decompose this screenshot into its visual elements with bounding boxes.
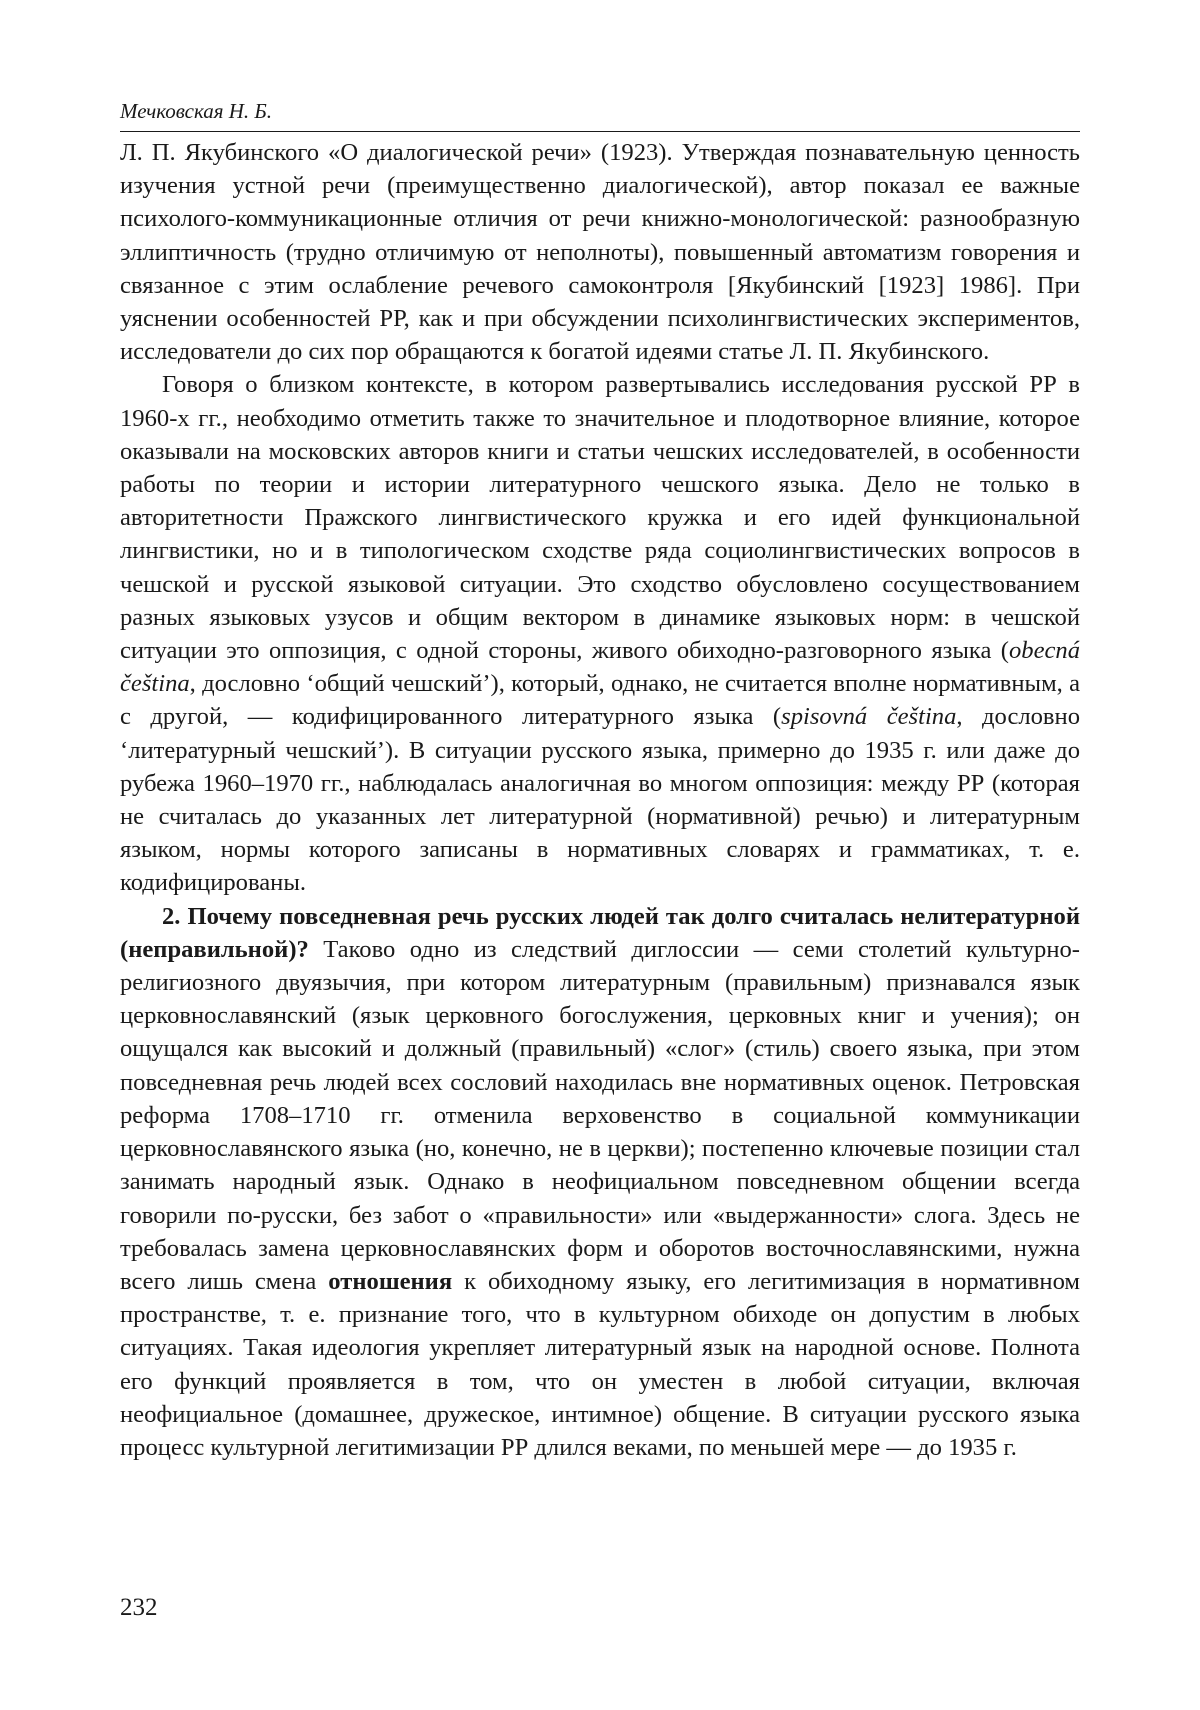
paragraph-3-text-1: Таково одно из следствий диглоссии — семи столетий культурно-религиозного двуязычия, при котором литературным (правильным) признавался язык церковнославянский (язык церковного богослужения, церковных книг и учения); он ощущался как высокий и должный (правильный) «слог» (стиль) своего языка, при этом повседневная речь людей всех сословий находилась вне нормативных оценок. Петровская реформа 1708–1710 гг. отменила верховенство в социальной коммуникации церковнославянского языка (но, конечно, не в церкви); постепенно ключевые позиции стал занимать народный язык. Однако в неофициальном повседневном общении всегда говорили по-русски, без забот о «правильности» или «выдержанности» слога. Здесь не требовалась замена церковнославянских форм и оборотов восточнославянскими, нужна всего лишь смена — [120, 935, 1080, 1295]
page-number: 232 — [120, 1594, 158, 1621]
paragraph-3 — [120, 900, 1080, 1464]
running-head: Мечковская Н. Б. — [120, 96, 1080, 132]
paragraph-2-text-1: Говоря о близком контексте, в котором развертывались исследования русской РР в 1960-х гг., необходимо отметить также то значительное и плодотворное влияние, которое оказывали на московских авторов книги и статьи чешских исследователей, в особенности работы по теории и истории литературного чешского языка. Дело не только в авторитетности Пражского лингвистического кружка и его идей функциональной лингвистики, но и в типологическом сходстве ряда социолингвистических вопросов в чешской и русской языковой ситуации. Это сходство обусловлено сосуществованием разных языковых узусов и общим вектором в динамике языковых норм: в чешской ситуации это оппозиция, с одной стороны, живого обиходно-разговорного языка ( — [120, 371, 1080, 665]
paragraph-2-text-3: , дословно ‘литературный чешский’). В ситуации русского языка, примерно до 1935 г. или даже до рубежа 1960–1970 гг., наблюдалась аналогичная во многом оппозиция: между РР (которая не считалась до указанных лет литературной (нормативной) речью) и литературным языком, нормы которого записаны в нормативных словарях и грамматиках, т. е. кодифицированы. — [120, 703, 1081, 897]
paragraph-3-text-2: к обиходному языку, его легитимизация в нормативном пространстве, т. е. признание того, что в культурном обиходе он допустим в любых ситуациях. Такая идеология укрепляет литературный язык на народной основе. Полнота его функций проявляется в том, что он уместен в любой ситуации, включая неофициальное (домашнее, дружеское, интимное) общение. В ситуации русского языка процесс культурной легитимизации РР длился веками, по меньшей мере — до 1935 г. — [120, 1267, 1080, 1461]
paragraph-1 — [120, 136, 1080, 368]
term-spisovna-cestina: spisovná čeština — [781, 703, 957, 731]
term-obecna-cestina: obecná čeština — [120, 637, 1080, 698]
paragraph-2 — [120, 368, 1080, 899]
page — [120, 96, 1080, 1464]
paragraph-1-text: Л. П. Якубинского «О диалогической речи» (1923). Утверждая познавательную ценность изучения устной речи (преимущественно диалогической), автор показал ее важные психолого-коммуникационные отличия от речи книжно-монологической: разнообразную эллиптичность (трудно отличимую от неполноты), повышенный автоматизм говорения и связанное с этим ослабление речевого самоконтроля [Якубинский [1923] 1986]. При уяснении особенностей РР, как и при обсуждении психолингвистических экспериментов, исследователи до сих пор обращаются к богатой идеями статье Л. П. Якубинского. — [120, 139, 1080, 366]
body-text — [120, 136, 1080, 1464]
section-question-heading: 2. Почему повседневная речь русских людей так долго считалась нелитературной (неправильной)? — [120, 902, 1080, 963]
emphasis-otnosheniya: отношения — [328, 1267, 453, 1295]
paragraph-2-text-2: , дословно ‘общий чешский’), который, однако, не считается вполне нормативным, а с другой, — кодифицированного литературного языка ( — [120, 670, 1080, 731]
